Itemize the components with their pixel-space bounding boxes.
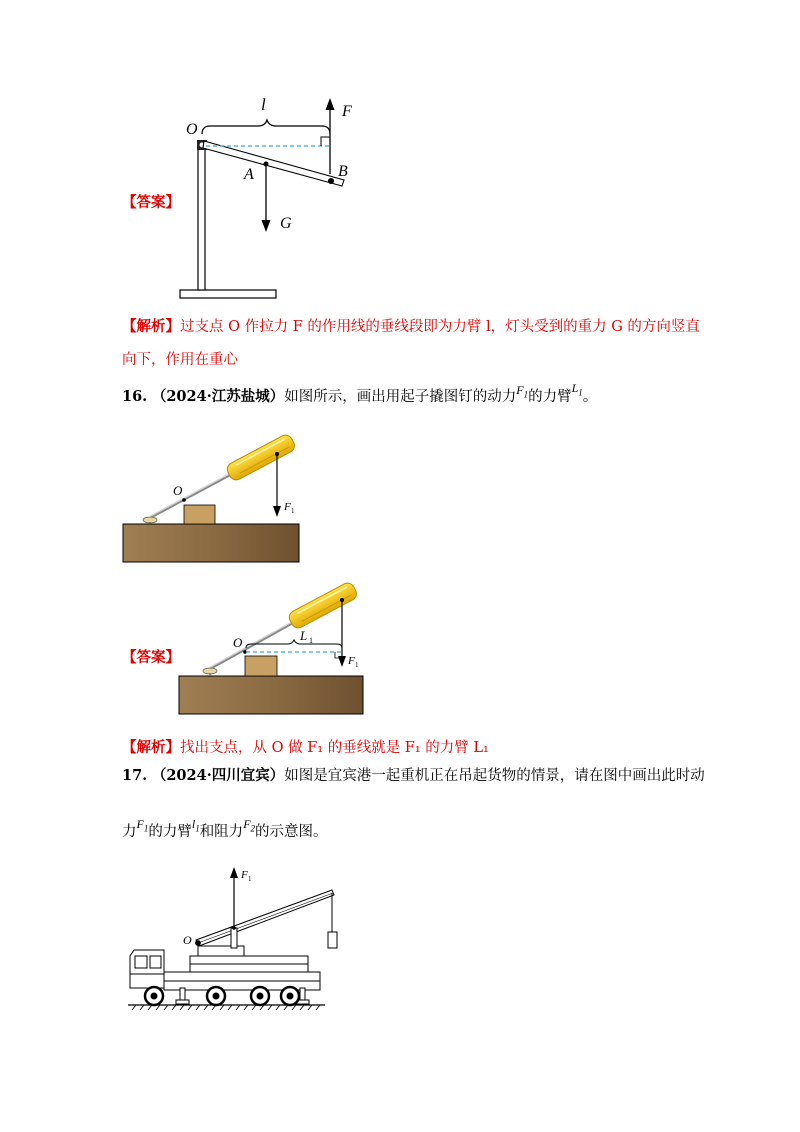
screwdriver-figure <box>115 428 310 568</box>
cab-window-1 <box>135 956 147 968</box>
analysis-1-line2: 向下，作用在重心 <box>122 352 238 368</box>
point-b <box>328 178 334 184</box>
label-o: O <box>233 635 243 650</box>
ground-board <box>123 524 299 562</box>
answer-tag-2: 【答案】 <box>122 649 180 666</box>
brace-l <box>202 120 330 134</box>
q16-number: 16. <box>122 388 148 405</box>
label-l1-sub: 1 <box>309 636 313 645</box>
q17-text-a: 如图是宜宾港一起重机正在吊起货物的情景，请在图中画出此时动 <box>284 768 705 784</box>
q17-f1 <box>136 817 149 834</box>
q17-f1-letter: F <box>136 817 144 831</box>
lamp-lever-figure <box>170 90 380 305</box>
support-block <box>184 505 215 524</box>
label-f: F <box>342 103 352 120</box>
force-f1-arrowhead <box>230 867 238 878</box>
q17-l1 <box>191 817 200 834</box>
question-16 <box>122 381 598 411</box>
screwdriver-handle <box>225 433 297 483</box>
stand-base <box>180 290 276 298</box>
q16-l <box>571 381 583 398</box>
label-f1-sub: 1 <box>248 875 252 883</box>
q17-text-b2: 的力臂 <box>148 824 192 840</box>
q16-text-b: 的力臂 <box>528 389 572 405</box>
q16-l-sub: 1 <box>578 387 583 398</box>
crane-figure <box>120 860 350 1020</box>
pivot-o-dot <box>182 498 186 502</box>
q16-f <box>516 383 529 400</box>
label-f1: F <box>284 501 291 513</box>
label-b: B <box>338 163 348 180</box>
q17-f2-sub: 2 <box>250 823 256 834</box>
label-l: l <box>261 95 266 114</box>
q16-l-letter: L <box>571 381 579 395</box>
stand-pole <box>198 146 205 290</box>
cab-window-2 <box>150 956 161 968</box>
q17-l1-sub: 1 <box>195 823 200 834</box>
q17-text-b1: 力 <box>122 824 137 840</box>
analysis-2-tag: 【解析】 <box>122 739 180 756</box>
answer-tag-1: 【答案】 <box>122 194 180 211</box>
label-f1-sub: 1 <box>291 507 295 515</box>
q16-f-sub: 1 <box>523 389 529 400</box>
label-o: O <box>186 121 198 138</box>
analysis-2 <box>122 738 489 758</box>
screwdriver-handle <box>287 581 359 631</box>
q17-number: 17. <box>122 767 148 784</box>
force-f-arrowhead <box>326 98 335 110</box>
label-o: O <box>173 483 183 498</box>
q17-source: （2024·四川宜宾） <box>151 767 285 784</box>
q16-f-letter: F <box>516 383 524 397</box>
label-a: A <box>244 166 254 183</box>
screwdriver-answer-figure <box>170 572 370 722</box>
cargo-load <box>328 932 337 948</box>
label-f1: F <box>241 869 248 881</box>
q17-f2 <box>243 817 256 834</box>
label-f1-sub: 1 <box>355 661 359 669</box>
q16-text-a: 如图所示，画出用起子撬图钉的动力 <box>284 389 517 405</box>
q17-text-b3: 和阻力 <box>199 824 244 840</box>
lever-rod <box>203 141 344 186</box>
question-17-line2 <box>122 817 328 846</box>
question-17-line1 <box>122 766 705 786</box>
analysis-1-tag: 【解析】 <box>122 318 180 335</box>
label-g: G <box>280 215 292 232</box>
analysis-1-line1 <box>122 317 700 337</box>
analysis-2-text: 找出支点，从 O 做 F₁ 的垂线就是 F₁ 的力臂 L₁ <box>180 740 489 756</box>
q17-l1-letter: l <box>191 817 196 831</box>
gravity-g-arrowhead <box>262 220 271 232</box>
pivot-o <box>196 941 201 946</box>
label-o: O <box>183 933 192 947</box>
label-l1: L <box>300 628 308 643</box>
hydraulic-cylinder <box>231 928 237 948</box>
right-angle-mark <box>321 137 330 146</box>
q16-text-c: 。 <box>582 389 598 405</box>
q17-f2-letter: F <box>243 817 251 831</box>
q16-source: （2024·江苏盐城） <box>151 388 285 405</box>
analysis-1-text1: 过支点 O 作拉力 F 的作用线的垂线段即为力臂 l，灯头受到的重力 G 的方向竖直 <box>180 319 700 335</box>
q17-f1-sub: 1 <box>143 823 149 834</box>
q17-text-b4: 的示意图。 <box>255 824 328 840</box>
force-f1-arrowhead <box>273 506 281 517</box>
label-f1: F <box>348 655 355 667</box>
ground-board <box>179 676 363 714</box>
support-block <box>245 656 277 676</box>
